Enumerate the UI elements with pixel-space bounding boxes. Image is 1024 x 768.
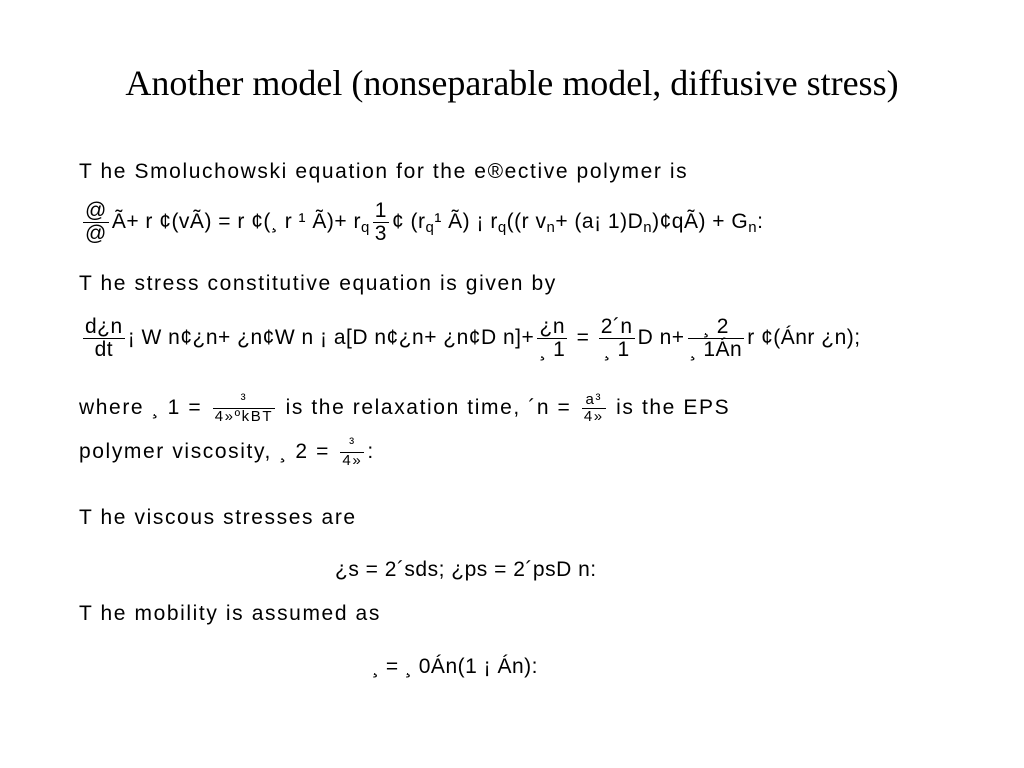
mobility-equation: ¸ = ¸ 0Án(1 ¡ Án): <box>372 655 538 678</box>
time-derivative-fraction: $\frac{d¿n}{dt}$ <box>85 315 123 361</box>
eta-fraction: $\frac{\text{a³}}{4»}$ <box>583 391 604 425</box>
smoluchowski-equation: $\frac{@}{@}$ Ã+ r ¢(vÃ) = r ¢(¸ r ¹ Ã)+ $r_q$ $\frac{1}{3}$ ¢ ($r_q^1$ Ã) ¡ $r_q((r$ $v_n+$ (a¡ $1)D_n)¢qÃ) + G_n$: <box>85 199 764 245</box>
mobility-text: T he mobility is assumed as <box>79 602 381 625</box>
intro-text: T he Smoluchowski equation for the e®ective polymer is <box>79 160 689 183</box>
stress-text: T he stress constitutive equation is given by <box>79 272 557 295</box>
partial-derivative-fraction: $\frac{@}{@}$ <box>85 199 107 245</box>
relaxation-fraction: $\frac{¿n}{¸ 1}$ <box>539 315 566 361</box>
lambda2-fraction: $\frac{\text{³}}{4»}$ <box>342 435 363 469</box>
diffusion-fraction: $\frac{¸ 2}{¸ 1Án}$ <box>689 315 743 361</box>
viscous-stresses-text: T he viscous stresses are <box>79 506 357 529</box>
viscosity-fraction: $\frac{2´n}{¸ 1}$ <box>600 315 633 361</box>
lambda1-fraction: $\frac{\text{³}}{\text{4»ºkBT}}$ <box>214 391 274 425</box>
slide-title: Another model (nonseparable model, diffusive stress) <box>125 63 899 103</box>
where-text: where ¸ 1 = $\frac{\text{³}}{\text{4»ºkBT}}$ is the relaxation time, ´n = $\frac{\text{a³}}{4»}$ is the EPS <box>79 391 731 425</box>
viscous-stresses-equation: ¿s = 2´sds; ¿ps = 2´psD n: <box>335 558 597 581</box>
stress-constitutive-equation: $\frac{d¿n}{dt}$ ¡ W n¢¿n+ ¿n¢W n ¡ a[D n¢¿n+ ¿n¢D n]+ $\frac{¿n}{¸ 1}$ = $\frac{2´n}{¸ 1}$ D n+ $\frac{¸ 2}{¸ 1Án}$ r ¢(Ánr ¿n); <box>85 315 861 361</box>
one-third-fraction: $\frac{1}{3}$ <box>374 199 387 245</box>
polymer-viscosity-text: polymer viscosity, ¸ 2 = $\frac{\text{³}}{4»}$ : <box>79 435 375 469</box>
